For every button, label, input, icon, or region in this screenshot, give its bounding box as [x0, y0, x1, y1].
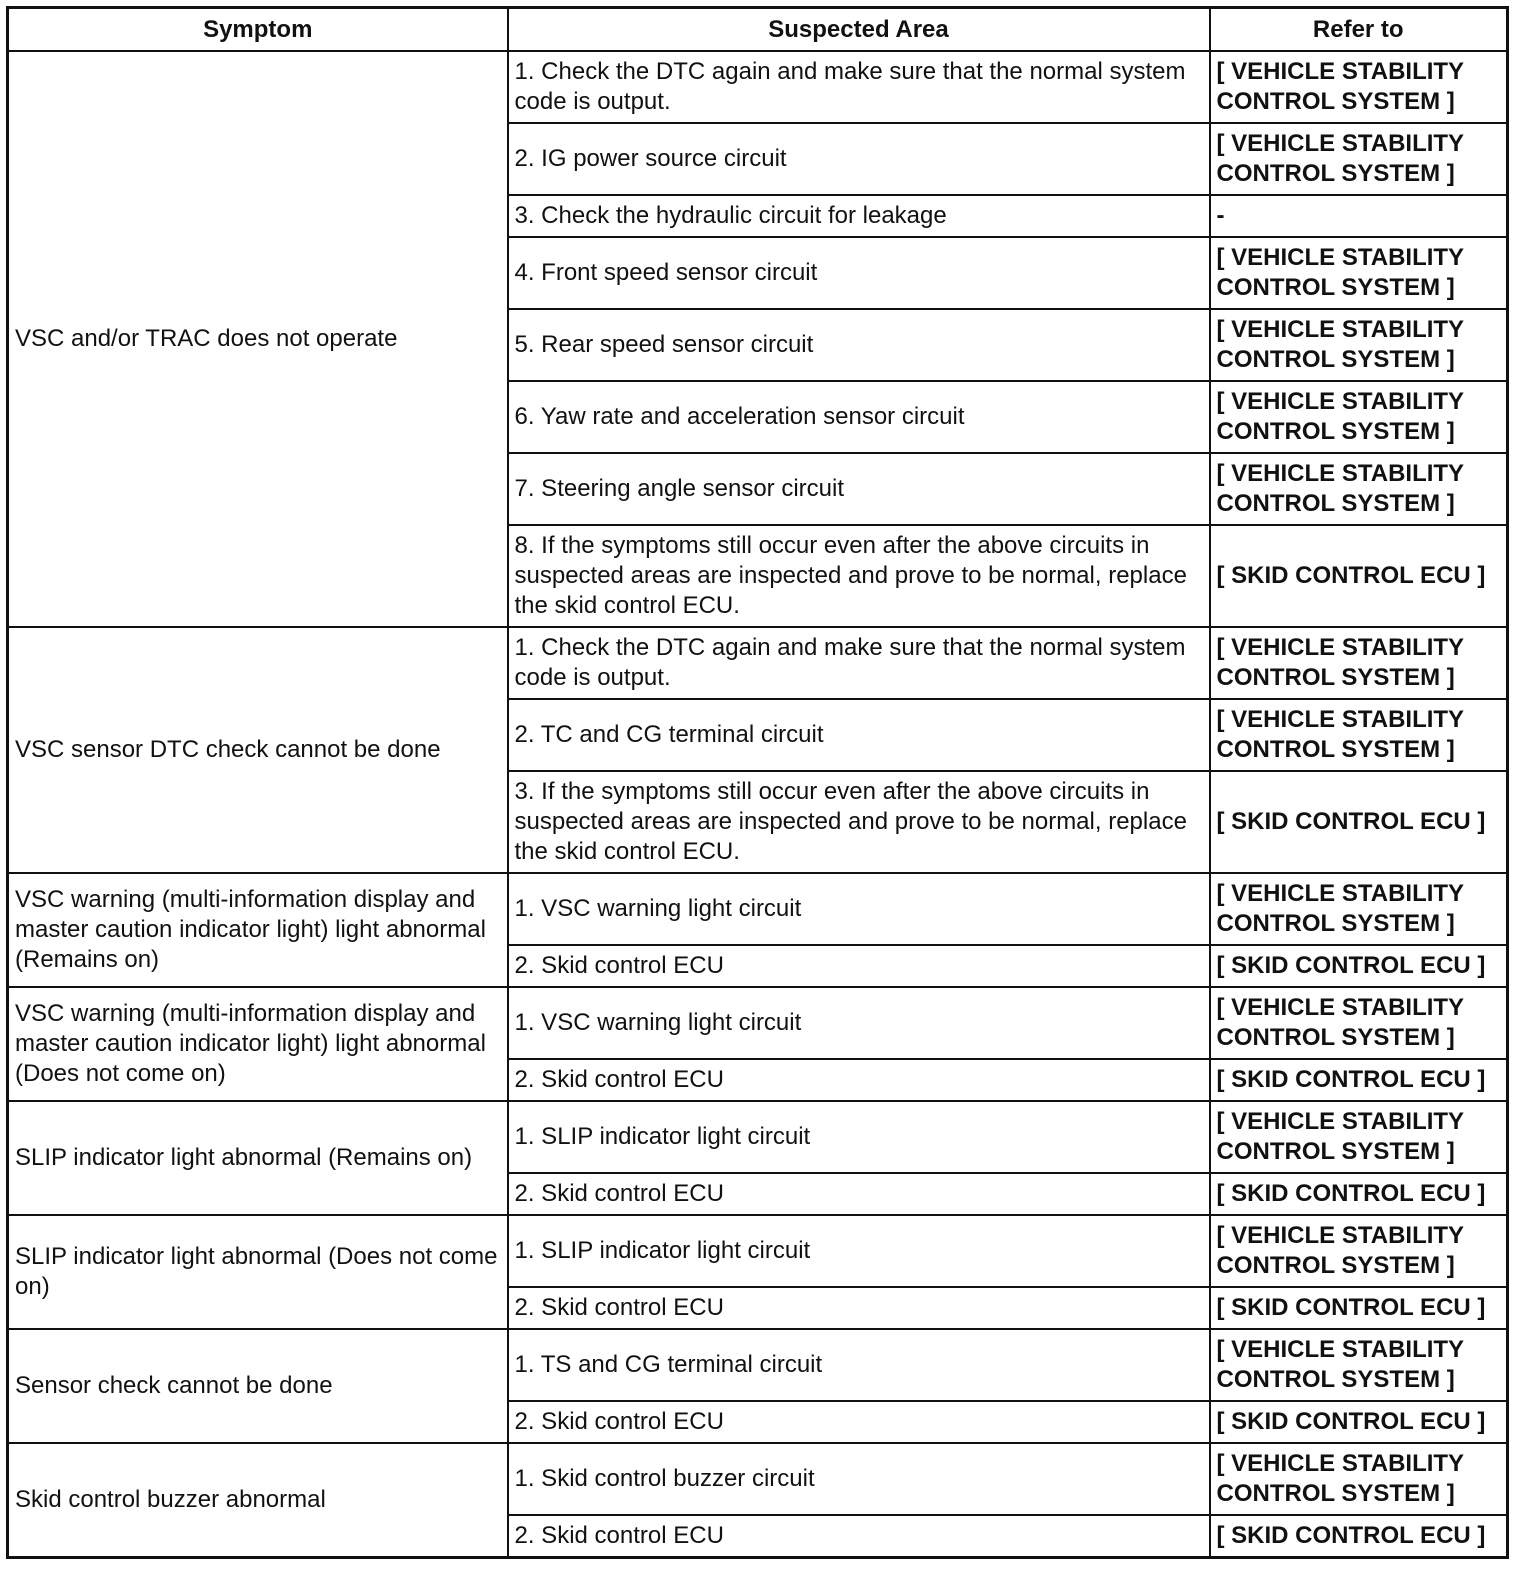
refer-to-cell: [ SKID CONTROL ECU ]: [1210, 1173, 1508, 1215]
refer-to-cell: [ SKID CONTROL ECU ]: [1210, 1401, 1508, 1443]
symptom-cell: VSC warning (multi-information display and master caution indicator light) light abnormal (Remains on): [8, 873, 508, 987]
refer-to-cell: [ VEHICLE STABILITY CONTROL SYSTEM ]: [1210, 51, 1508, 123]
refer-to-cell: [ VEHICLE STABILITY CONTROL SYSTEM ]: [1210, 309, 1508, 381]
suspected-area-cell: 5. Rear speed sensor circuit: [508, 309, 1210, 381]
refer-to-cell: [ VEHICLE STABILITY CONTROL SYSTEM ]: [1210, 987, 1508, 1059]
suspected-area-cell: 2. IG power source circuit: [508, 123, 1210, 195]
suspected-area-cell: 3. If the symptoms still occur even after the above circuits in suspected areas are inspected and prove to be normal, replace the skid control ECU.: [508, 771, 1210, 873]
refer-to-cell: [ SKID CONTROL ECU ]: [1210, 771, 1508, 873]
suspected-area-cell: 1. SLIP indicator light circuit: [508, 1101, 1210, 1173]
table-row: [8, 1101, 1508, 1173]
refer-to-cell: [ SKID CONTROL ECU ]: [1210, 1287, 1508, 1329]
symptom-cell: SLIP indicator light abnormal (Does not come on): [8, 1215, 508, 1329]
symptom-cell: Skid control buzzer abnormal: [8, 1443, 508, 1558]
symptom-cell: Sensor check cannot be done: [8, 1329, 508, 1443]
table-row: [8, 627, 1508, 699]
refer-to-cell: [ VEHICLE STABILITY CONTROL SYSTEM ]: [1210, 1101, 1508, 1173]
refer-to-cell: [ VEHICLE STABILITY CONTROL SYSTEM ]: [1210, 237, 1508, 309]
suspected-area-cell: 2. Skid control ECU: [508, 1059, 1210, 1101]
refer-to-cell: [ VEHICLE STABILITY CONTROL SYSTEM ]: [1210, 381, 1508, 453]
refer-to-cell: [ SKID CONTROL ECU ]: [1210, 525, 1508, 627]
refer-to-cell: [ VEHICLE STABILITY CONTROL SYSTEM ]: [1210, 873, 1508, 945]
table-row: [8, 1443, 1508, 1515]
suspected-area-cell: 2. TC and CG terminal circuit: [508, 699, 1210, 771]
symptom-cell: SLIP indicator light abnormal (Remains on): [8, 1101, 508, 1215]
symptom-cell: VSC warning (multi-information display and master caution indicator light) light abnormal (Does not come on): [8, 987, 508, 1101]
refer-to-cell: [ SKID CONTROL ECU ]: [1210, 1515, 1508, 1558]
suspected-area-cell: 6. Yaw rate and acceleration sensor circuit: [508, 381, 1210, 453]
suspected-area-cell: 3. Check the hydraulic circuit for leakage: [508, 195, 1210, 237]
table-body: [8, 51, 1508, 1558]
symptom-cell: VSC and/or TRAC does not operate: [8, 51, 508, 627]
refer-to-cell: [ SKID CONTROL ECU ]: [1210, 1059, 1508, 1101]
table-row: [8, 1329, 1508, 1401]
header-symptom: Symptom: [8, 8, 508, 52]
table-row: [8, 987, 1508, 1059]
suspected-area-cell: 2. Skid control ECU: [508, 1287, 1210, 1329]
refer-to-cell: -: [1210, 195, 1508, 237]
suspected-area-cell: 1. TS and CG terminal circuit: [508, 1329, 1210, 1401]
refer-to-cell: [ VEHICLE STABILITY CONTROL SYSTEM ]: [1210, 1329, 1508, 1401]
refer-to-cell: [ SKID CONTROL ECU ]: [1210, 945, 1508, 987]
refer-to-cell: [ VEHICLE STABILITY CONTROL SYSTEM ]: [1210, 1443, 1508, 1515]
suspected-area-cell: 2. Skid control ECU: [508, 1401, 1210, 1443]
refer-to-cell: [ VEHICLE STABILITY CONTROL SYSTEM ]: [1210, 453, 1508, 525]
suspected-area-cell: 1. Skid control buzzer circuit: [508, 1443, 1210, 1515]
table-row: [8, 873, 1508, 945]
suspected-area-cell: 8. If the symptoms still occur even after the above circuits in suspected areas are inspected and prove to be normal, replace the skid control ECU.: [508, 525, 1210, 627]
suspected-area-cell: 1. Check the DTC again and make sure that the normal system code is output.: [508, 51, 1210, 123]
refer-to-cell: [ VEHICLE STABILITY CONTROL SYSTEM ]: [1210, 627, 1508, 699]
table-row: [8, 1215, 1508, 1287]
refer-to-cell: [ VEHICLE STABILITY CONTROL SYSTEM ]: [1210, 123, 1508, 195]
header-row: [8, 8, 1508, 52]
suspected-area-cell: 1. Check the DTC again and make sure that the normal system code is output.: [508, 627, 1210, 699]
suspected-area-cell: 7. Steering angle sensor circuit: [508, 453, 1210, 525]
symptom-cell: VSC sensor DTC check cannot be done: [8, 627, 508, 873]
header-refer-to: Refer to: [1210, 8, 1508, 52]
table-row: [8, 51, 1508, 123]
suspected-area-cell: 2. Skid control ECU: [508, 1515, 1210, 1558]
suspected-area-cell: 4. Front speed sensor circuit: [508, 237, 1210, 309]
suspected-area-cell: 1. VSC warning light circuit: [508, 987, 1210, 1059]
refer-to-cell: [ VEHICLE STABILITY CONTROL SYSTEM ]: [1210, 699, 1508, 771]
suspected-area-cell: 1. VSC warning light circuit: [508, 873, 1210, 945]
symptom-table: [6, 6, 1509, 1559]
header-suspected-area: Suspected Area: [508, 8, 1210, 52]
suspected-area-cell: 2. Skid control ECU: [508, 945, 1210, 987]
refer-to-cell: [ VEHICLE STABILITY CONTROL SYSTEM ]: [1210, 1215, 1508, 1287]
suspected-area-cell: 1. SLIP indicator light circuit: [508, 1215, 1210, 1287]
suspected-area-cell: 2. Skid control ECU: [508, 1173, 1210, 1215]
